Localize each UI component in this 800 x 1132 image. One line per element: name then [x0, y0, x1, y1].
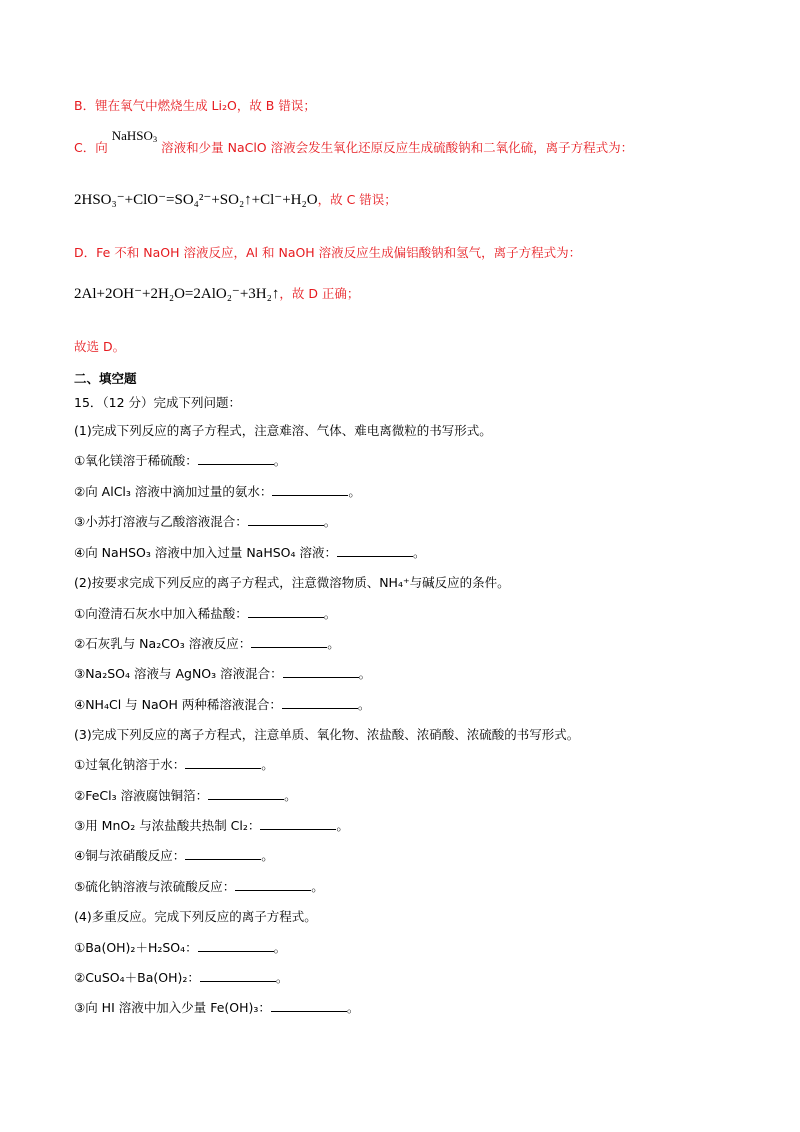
q-part-4: (4)多重反应。完成下列反应的离子方程式。 [74, 909, 317, 924]
q-item-end: 。 [273, 453, 287, 468]
answer-blank[interactable] [283, 666, 359, 678]
answer-blank[interactable] [271, 1000, 347, 1012]
q-item [74, 848, 274, 864]
q-item-end: 。 [358, 666, 372, 681]
q-item-end: 。 [284, 788, 297, 803]
nahso3-formula-sub: 3 [152, 134, 158, 144]
nahso3-formula-text: NaHSO [111, 128, 153, 143]
q-item-text: ③用 MnO₂ 与浓盐酸共热制 Cl₂： [74, 818, 261, 833]
q-item-end: 。 [323, 606, 337, 621]
q-item [74, 453, 286, 469]
q-part-1: (1)完成下列反应的离子方程式，注意难溶、气体、难电离微粒的书写形式。 [74, 423, 492, 438]
q-item-text: ②石灰乳与 Na₂CO₃ 溶液反应： [74, 636, 252, 651]
solution-final: 故选 D。 [74, 339, 126, 354]
answer-blank[interactable] [198, 453, 274, 465]
nahso3-formula [112, 128, 157, 143]
solution-c-mark: C．向 [74, 140, 108, 155]
q-part-3: (3)完成下列反应的离子方程式，注意单质、氧化物、浓盐酸、浓硝酸、浓硫酸的书写形式。 [74, 727, 580, 742]
answer-blank[interactable] [185, 757, 261, 769]
q-item-end: 。 [323, 514, 337, 529]
question-15: 15．（12 分）完成下列问题： [74, 395, 242, 410]
q-item-text: ③Na₂SO₄ 溶液与 AgNO₃ 溶液混合： [74, 666, 283, 681]
q-item-end: 。 [357, 697, 371, 712]
q-item [74, 666, 371, 682]
q-item-text: ④铜与浓硝酸反应： [74, 848, 186, 863]
q-item [74, 545, 426, 561]
q-item-text: ①向澄清石灰水中加入稀盐酸： [74, 606, 248, 621]
answer-blank[interactable] [235, 879, 311, 891]
q-item-text: ②向 AlCl₃ 溶液中滴加过量的氨水： [74, 484, 273, 499]
q-item [74, 970, 288, 986]
answer-blank[interactable] [248, 606, 324, 618]
answer-blank[interactable] [248, 514, 324, 526]
q-item [74, 788, 297, 804]
solution-c [74, 128, 634, 159]
q-item-text: ③小苏打溶液与乙酸溶液混合： [74, 514, 248, 529]
answer-blank[interactable] [337, 545, 413, 557]
solution-c-text: 溶液和少量 NaClO 溶液会发生氧化还原反应生成硫酸钠和二氧化硫，离子方程式为： [161, 140, 634, 155]
c-equation-tail: ，故 C 错误； [317, 192, 397, 207]
q-item [74, 879, 324, 895]
q-item [74, 636, 340, 652]
q-item [74, 606, 336, 622]
q-item-text: ③向 HI 溶液中加入少量 Fe(OH)₃： [74, 1000, 271, 1015]
q-item [74, 818, 349, 834]
q-item-end: 。 [273, 940, 287, 955]
q-item-text: ①过氧化钠溶于水： [74, 757, 186, 772]
q-item-text: ①Ba(OH)₂＋H₂SO₄： [74, 940, 198, 955]
q-item-end: 。 [346, 1000, 360, 1015]
q-part-2: (2)按要求完成下列反应的离子方程式，注意微溶物质、NH₄⁺与碱反应的条件。 [74, 575, 510, 590]
answer-blank[interactable] [272, 484, 348, 496]
q-item-text: ⑤硫化钠溶液与浓硫酸反应： [74, 879, 236, 894]
q-item-end: 。 [261, 848, 274, 863]
q-item [74, 1000, 359, 1016]
q-item-text: ②CuSO₄＋Ba(OH)₂： [74, 970, 200, 985]
q-item [74, 757, 274, 773]
q-item-end: 。 [348, 484, 361, 499]
q-item-end: 。 [311, 879, 324, 894]
q-item-end: 。 [261, 757, 274, 772]
q-item [74, 940, 286, 956]
q-item [74, 514, 336, 530]
d-equation-tail: ，故 D 正确； [279, 286, 360, 301]
q-item-end: 。 [275, 970, 289, 985]
q-item [74, 697, 370, 713]
section-title: 二、填空题 [74, 371, 137, 386]
q-item-text: ④NH₄Cl 与 NaOH 两种稀溶液混合： [74, 697, 282, 712]
q-item-text: ②FeCl₃ 溶液腐蚀铜箔： [74, 788, 209, 803]
answer-blank[interactable] [198, 940, 274, 952]
c-equation: 2HSO₃⁻+ClO⁻=SO₄²⁻+SO₂↑+Cl⁻+H₂O [74, 192, 318, 208]
answer-blank[interactable] [282, 697, 358, 709]
answer-blank[interactable] [208, 788, 284, 800]
solution-b: B．锂在氧气中燃烧生成 Li₂O，故 B 错误； [74, 98, 316, 113]
solution-d-equation [74, 286, 359, 302]
answer-blank[interactable] [260, 818, 336, 830]
q-item [74, 484, 361, 500]
q-item-end: 。 [327, 636, 340, 651]
solution-c-equation [74, 192, 397, 208]
answer-blank[interactable] [200, 970, 276, 982]
answer-blank[interactable] [185, 848, 261, 860]
answer-blank[interactable] [251, 636, 327, 648]
solution-d: D．Fe 不和 NaOH 溶液反应，Al 和 NaOH 溶液反应生成偏铝酸钠和氢气，离子方程式为： [74, 245, 582, 260]
q-item-end: 。 [413, 545, 426, 560]
q-item-text: ①氧化镁溶于稀硫酸： [74, 453, 198, 468]
d-equation: 2Al+2OH⁻+2H₂O=2AlO₂⁻+3H₂↑ [74, 286, 280, 302]
q-item-end: 。 [336, 818, 349, 833]
q-item-text: ④向 NaHSO₃ 溶液中加入过量 NaHSO₄ 溶液： [74, 545, 337, 560]
